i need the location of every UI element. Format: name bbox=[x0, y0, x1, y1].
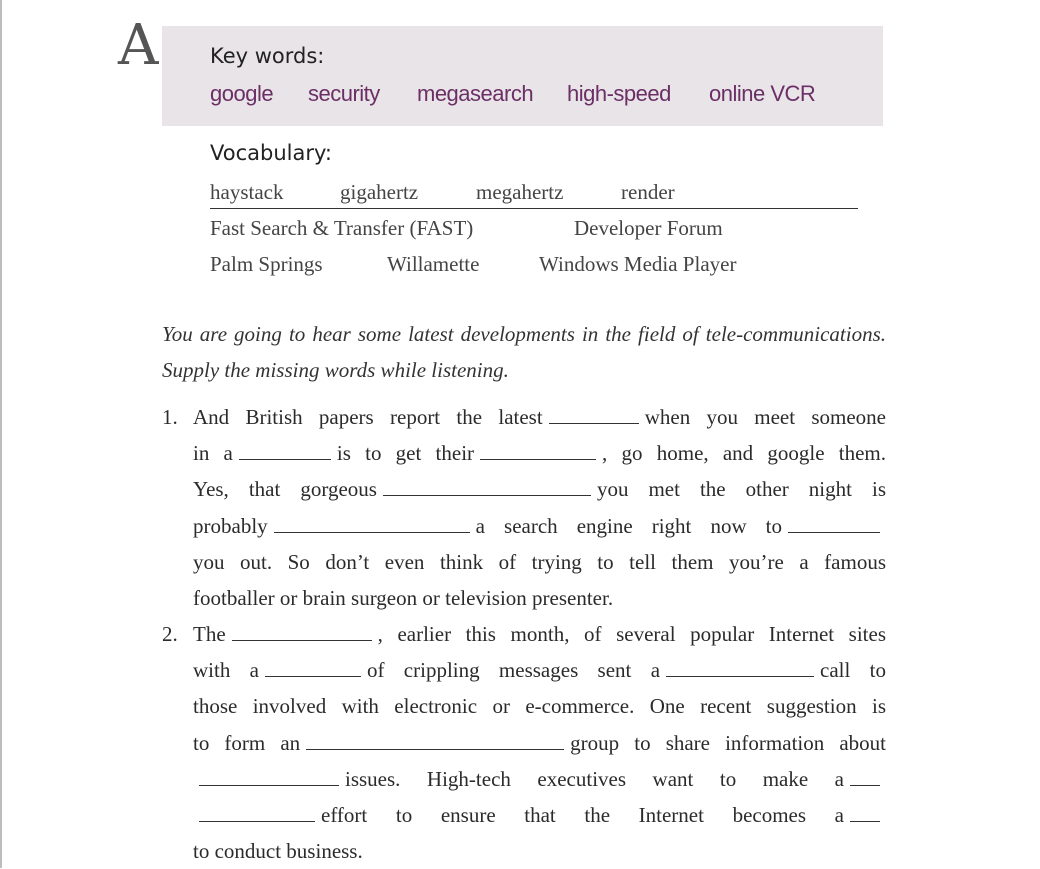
text-segment: you met the other night is bbox=[596, 477, 886, 502]
keyword: megasearch bbox=[417, 81, 534, 106]
answer-blank[interactable] bbox=[850, 801, 880, 822]
question-line bbox=[193, 652, 886, 688]
answer-blank[interactable] bbox=[549, 403, 639, 424]
text-segment: with a bbox=[193, 658, 259, 683]
text-segment: effort to ensure that the Internet becomes a bbox=[321, 802, 844, 827]
text-segment: call to bbox=[820, 658, 886, 683]
text-segment: Yes, that gorgeous bbox=[193, 477, 377, 502]
text-segment: And British papers report the latest bbox=[193, 405, 543, 429]
keywords-box bbox=[162, 26, 883, 126]
answer-blank[interactable] bbox=[383, 475, 591, 496]
vocabulary-title: Vocabulary: bbox=[210, 141, 332, 165]
answer-blank[interactable] bbox=[265, 656, 361, 677]
question-number: 1. bbox=[162, 405, 178, 429]
question-line bbox=[193, 616, 886, 652]
text-segment: , go home, and google them. bbox=[602, 441, 887, 466]
answer-blank[interactable] bbox=[239, 439, 331, 460]
question-number: 2. bbox=[162, 622, 178, 646]
text-segment: those involved with electronic or e-commerce. One recent suggestion is bbox=[193, 694, 886, 719]
question-line bbox=[193, 471, 886, 507]
text-segment: is to get their bbox=[336, 441, 475, 466]
text-segment: of crippling messages sent a bbox=[366, 658, 661, 683]
vocab-term: gigahertz bbox=[340, 180, 419, 204]
keyword: security bbox=[308, 81, 380, 106]
question-line bbox=[193, 725, 886, 761]
vocab-term: render bbox=[621, 180, 675, 204]
text-segment: footballer or brain surgeon or television presenter. bbox=[193, 585, 614, 610]
question-line bbox=[193, 797, 886, 833]
vocab-term: Windows Media Player bbox=[539, 252, 737, 276]
vocab-term: haystack bbox=[210, 180, 284, 204]
keyword: online VCR bbox=[709, 81, 816, 106]
text-segment: in a bbox=[193, 441, 233, 466]
answer-blank[interactable] bbox=[666, 656, 814, 677]
vocab-term: Developer Forum bbox=[574, 216, 723, 240]
keyword: google bbox=[210, 81, 274, 106]
answer-blank[interactable] bbox=[480, 439, 596, 460]
question-line bbox=[193, 833, 886, 869]
vocab-term: megahertz bbox=[476, 180, 564, 204]
question-line bbox=[193, 688, 886, 724]
question-line bbox=[193, 435, 886, 471]
answer-blank[interactable] bbox=[274, 512, 470, 533]
answer-blank[interactable] bbox=[306, 729, 564, 750]
answer-blank[interactable] bbox=[232, 620, 372, 641]
vocab-term: Fast Search & Transfer (FAST) bbox=[210, 216, 474, 240]
answer-blank[interactable] bbox=[199, 765, 339, 786]
text-segment: when you meet someone bbox=[644, 405, 887, 429]
answer-blank[interactable] bbox=[850, 765, 880, 786]
instructions-text: You are going to hear some latest developments in the field of tele-communications. Supply the missing words while listening. bbox=[162, 322, 886, 382]
text-segment: The bbox=[193, 622, 226, 646]
section-letter: A bbox=[118, 13, 159, 78]
question-body bbox=[193, 399, 886, 616]
question-line bbox=[193, 544, 886, 580]
vocab-term: Willamette bbox=[387, 252, 480, 276]
keyword: high-speed bbox=[567, 81, 671, 106]
question-line bbox=[193, 399, 886, 435]
text-segment: you out. So don’t even think of trying to tell them you’re a famous bbox=[193, 549, 886, 574]
page-edge-line bbox=[0, 0, 2, 868]
question-line bbox=[193, 508, 886, 544]
question-line bbox=[193, 761, 886, 797]
answer-blank[interactable] bbox=[788, 512, 880, 533]
answer-blank[interactable] bbox=[199, 801, 315, 822]
text-segment: group to share information about bbox=[570, 730, 886, 755]
text-segment: issues. High-tech executives want to make a bbox=[345, 766, 844, 791]
text-segment: to form an bbox=[193, 730, 301, 755]
vocab-term: Palm Springs bbox=[210, 252, 323, 276]
keywords-title: Key words: bbox=[210, 44, 325, 68]
text-segment: , earlier this month, of several popular Internet sites bbox=[377, 622, 886, 646]
vocabulary-divider bbox=[210, 208, 858, 209]
text-segment: probably bbox=[193, 513, 268, 538]
question-line bbox=[193, 580, 886, 616]
question-body bbox=[193, 616, 886, 869]
text-segment: to conduct business. bbox=[193, 839, 363, 864]
text-segment: a search engine right now to bbox=[475, 513, 782, 538]
